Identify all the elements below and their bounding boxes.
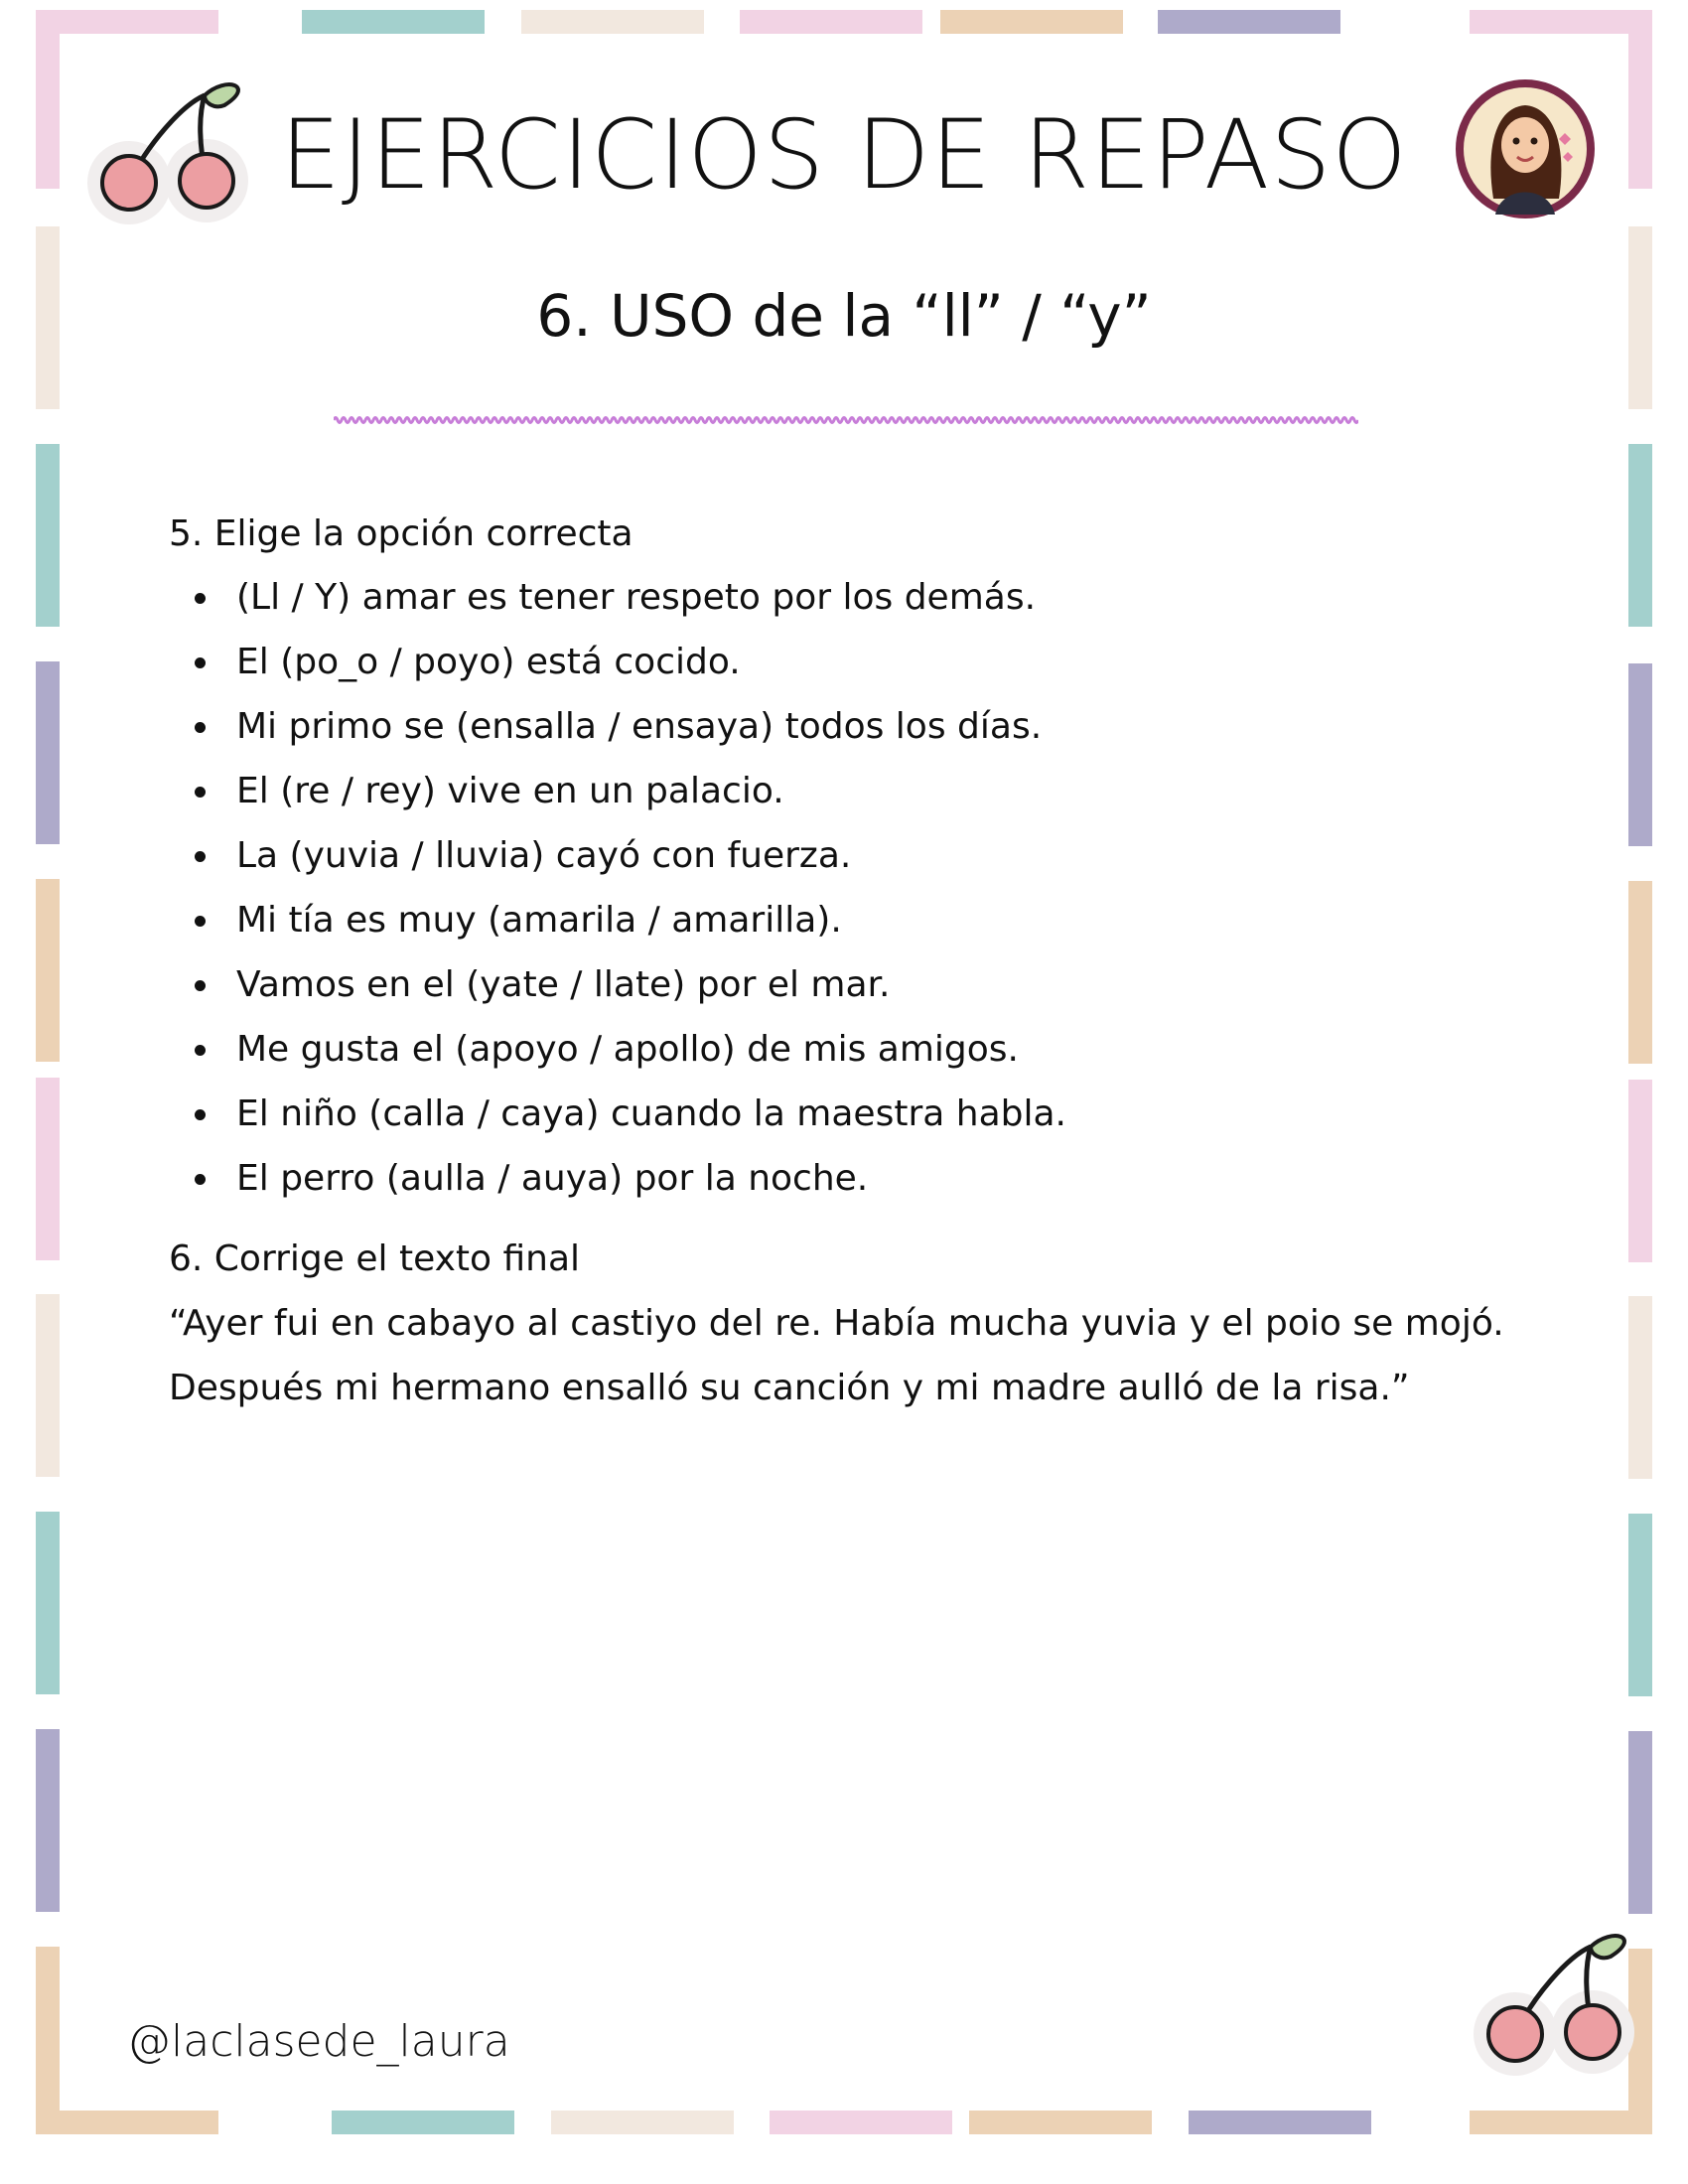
border-dash (1628, 1514, 1652, 1696)
list-item-text: (Ll / Y) amar es tener respeto por los demás. (236, 577, 1037, 618)
list-item-text: Me gusta el (apoyo / apollo) de mis amigos. (236, 1029, 1019, 1070)
list-item (169, 897, 1559, 945)
bullet-icon (195, 1109, 206, 1120)
bullet-icon (195, 916, 206, 927)
border-dash (940, 10, 1123, 34)
list-item (169, 832, 1559, 880)
list-item (169, 703, 1559, 751)
border-dash (521, 10, 704, 34)
exercise-6-title: 6. Corrige el texto final (169, 1238, 581, 1279)
border-dash (302, 10, 485, 34)
bullet-icon (195, 1174, 206, 1185)
bullet-icon (195, 593, 206, 604)
exercise-5-title: 5. Elige la opción correcta (169, 513, 633, 554)
border-dash (1470, 10, 1652, 34)
border-dash (36, 879, 60, 1062)
border-dash (1158, 10, 1340, 34)
border-dash (36, 1078, 60, 1260)
border-dash (1470, 2111, 1652, 2134)
border-dash (1628, 444, 1652, 627)
bullet-icon (195, 980, 206, 991)
wavy-divider (334, 413, 1358, 427)
border-dash (36, 1294, 60, 1477)
list-item (169, 1155, 1559, 1203)
border-dash (1628, 1080, 1652, 1262)
exercise-5 (169, 510, 1559, 1220)
bullet-icon (195, 722, 206, 733)
text-to-correct: “Ayer fui en cabayo al castiyo del re. Había mucha yuvia y el poio se mojó. Después mi hermano ensalló su canción y mi madre aulló de la risa.” (169, 1303, 1504, 1408)
list-item (169, 961, 1559, 1009)
list-item-text: Vamos en el (yate / llate) por el mar. (236, 964, 891, 1005)
exercise-6 (169, 1236, 1559, 1420)
list-item-text: El (re / rey) vive en un palacio. (236, 771, 784, 811)
border-dash (36, 2111, 218, 2134)
border-dash (1628, 1731, 1652, 1914)
border-dash (332, 2111, 514, 2134)
border-dash (36, 444, 60, 627)
list-item-text: El (po_o / poyo) está cocido. (236, 642, 741, 682)
bullet-icon (195, 851, 206, 862)
border-dash (740, 10, 922, 34)
border-dash (1628, 881, 1652, 1064)
author-handle: @laclasede_laura (127, 2016, 510, 2067)
border-dash (1189, 2111, 1371, 2134)
list-item (169, 639, 1559, 686)
bullet-icon (195, 657, 206, 668)
list-item (169, 1026, 1559, 1074)
border-dash (36, 1729, 60, 1912)
list-item-text: El perro (aulla / auya) por la noche. (236, 1158, 869, 1199)
border-dash (36, 10, 218, 34)
list-item (169, 574, 1559, 622)
border-dash (36, 661, 60, 844)
page-title: EJERCICIOS DE REPASO (280, 99, 1408, 211)
border-dash (551, 2111, 734, 2134)
page-subtitle: 6. USO de la “ll” / “y” (536, 282, 1152, 350)
list-item-text: Mi tía es muy (amarila / amarilla). (236, 900, 842, 941)
cherry-icon (1474, 1927, 1642, 2076)
border-dash (770, 2111, 952, 2134)
border-dash (1628, 663, 1652, 846)
border-dash (36, 1512, 60, 1694)
list-item-text: El niño (calla / caya) cuando la maestra habla. (236, 1093, 1066, 1134)
border-dash (969, 2111, 1152, 2134)
border-dash (1628, 1296, 1652, 1479)
option-list (169, 574, 1559, 1203)
list-item (169, 768, 1559, 815)
border-dash (36, 1947, 60, 2134)
list-item (169, 1091, 1559, 1138)
list-item-text: Mi primo se (ensalla / ensaya) todos los días. (236, 706, 1043, 747)
bullet-icon (195, 1045, 206, 1056)
list-item-text: La (yuvia / lluvia) cayó con fuerza. (236, 835, 852, 876)
bullet-icon (195, 787, 206, 798)
